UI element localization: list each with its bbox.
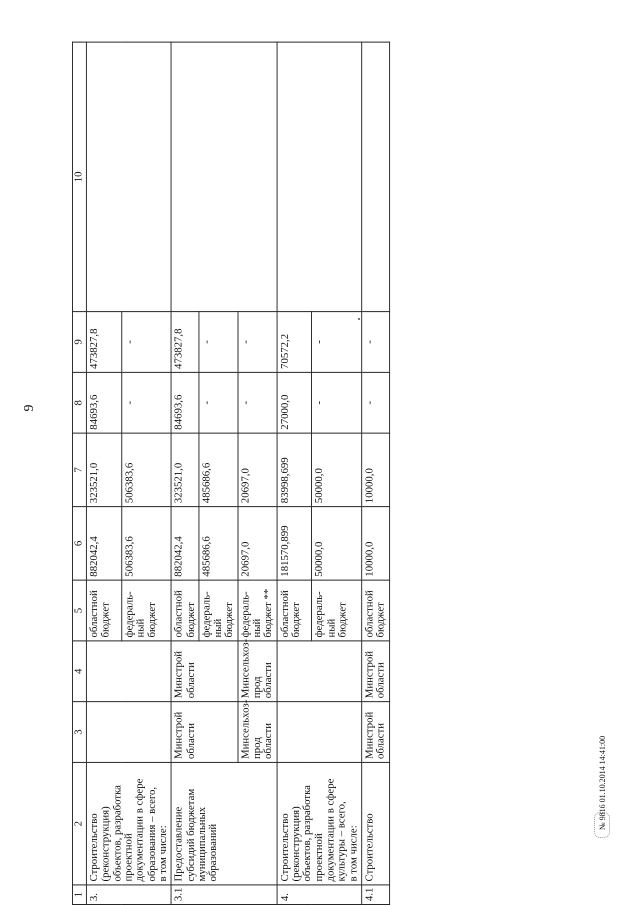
row-value-9: 70572,2 [277,312,312,373]
row-finance-source: федераль-ный бюджет [312,580,362,641]
row-finance-source: областной бюджет [277,580,312,641]
program-table [72,42,390,905]
row-executor [86,702,171,763]
row-value-8: 84693,6 [86,372,121,433]
header-col-9: 9 [72,312,86,373]
row-name-text: Строительство (реконструкция) объектов, разработка проектной документации в сфере культуры – всего, [279,778,348,882]
row-value-6: 10000,0 [362,507,390,581]
scan-speck [358,318,360,320]
row-value-7: 323521,0 [171,433,199,507]
header-col-1: 1 [72,885,86,905]
row-value-7: 323521,0 [86,433,121,507]
row-executor: Минстрой области [362,702,390,763]
header-col-5: 5 [72,580,86,641]
header-col-10: 10 [72,42,86,312]
row-name-text: Строительство (реконструкция) объектов, разработка проектной документации в сфере образования – всего, [88,778,158,882]
row-value-7: 20697,0 [238,433,277,507]
row-value-10 [86,42,171,312]
row-coexecutor: Минстрой области [362,641,390,702]
row-sub-text: в том числе: [157,825,169,882]
row-value-9: - [122,312,172,373]
row-value-9: - [238,312,277,373]
row-coexecutor: Минсельхоз-прод области [238,641,277,702]
table-row [171,42,199,904]
row-number: 4. [277,885,362,905]
header-col-6: 6 [72,507,86,581]
row-name: Предоставление субсидий бюджетам муниципальных образований [171,762,277,885]
row-value-8: - [312,372,362,433]
row-value-8: - [122,372,172,433]
row-value-9: 473827,8 [171,312,199,373]
row-executor [277,702,362,763]
row-number: 3. [86,885,171,905]
row-value-10 [277,42,362,312]
row-number: 3.1 [171,885,277,905]
table-row [277,42,312,904]
row-value-8: - [362,372,390,433]
row-value-10 [362,42,390,312]
row-value-7: 506383,6 [122,433,172,507]
program-table-rotated [72,43,593,905]
row-finance-source: областной бюджет [86,580,121,641]
row-coexecutor [277,641,362,702]
header-col-7: 7 [72,433,86,507]
row-value-7: 485686,6 [199,433,238,507]
row-value-8: - [199,372,238,433]
row-name [277,762,362,885]
row-value-8: 84693,6 [171,372,199,433]
row-name [86,762,171,885]
row-value-6: 181570,899 [277,507,312,581]
row-value-7: 10000,0 [362,433,390,507]
row-finance-source: федераль-ный бюджет [199,580,238,641]
row-value-6: 485686,6 [199,507,238,581]
row-value-10 [171,42,277,312]
header-col-4: 4 [72,641,86,702]
row-value-6: 20697,0 [238,507,277,581]
header-col-3: 3 [72,702,86,763]
row-name: Строительство [362,762,390,885]
row-value-7: 83998,699 [277,433,312,507]
registration-stamp-text: № 9816 01.10.2014 14:41:00 [598,735,607,830]
row-finance-source: федераль-ный бюджет [122,580,172,641]
row-value-8: - [238,372,277,433]
row-finance-source: федераль-ный бюджет ** [238,580,277,641]
row-executor: Минстрой области [171,702,238,763]
row-value-9: - [362,312,390,373]
row-sub-text: в том числе: [347,825,359,882]
row-value-6: 50000,0 [312,507,362,581]
row-value-8: 27000,0 [277,372,312,433]
row-finance-source: областной бюджет [362,580,390,641]
page-number: 9 [22,404,37,412]
row-finance-source: областной бюджет [171,580,199,641]
header-col-8: 8 [72,372,86,433]
header-col-2: 2 [72,762,86,885]
row-value-6: 506383,6 [122,507,172,581]
row-coexecutor [86,641,171,702]
row-executor: Минсельхоз-прод области [238,702,277,763]
row-value-9: 473827,8 [86,312,121,373]
table-row [362,42,390,904]
table-row [86,42,121,904]
row-value-7: 50000,0 [312,433,362,507]
row-value-9: - [199,312,238,373]
row-value-6: 882042,4 [171,507,199,581]
header-row [72,42,86,904]
row-number: 4.1 [362,885,390,905]
row-value-9: - [312,312,362,373]
row-coexecutor: Минстрой области [171,641,238,702]
row-value-6: 882042,4 [86,507,121,581]
